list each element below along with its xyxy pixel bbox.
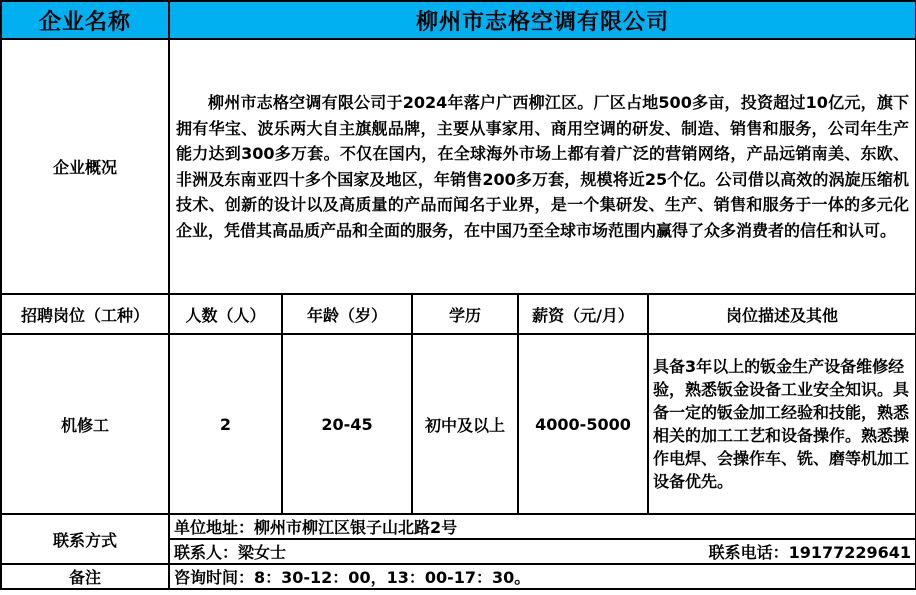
job-salary: 4000-5000 [518,334,648,514]
overview-text: 柳州市志格空调有限公司于2024年落户广西柳江区。厂区占地500多亩，投资超过10亿元，旗下拥有华宝、波乐两大自主旗舰品牌，主要从事家用、商用空调的研发、制造、销售和服务，公司年生产能力达到300多万套。不仅在国内，在全球海外市场上都有着广泛的营销网络，产品远销南美、东欧、非洲及东南亚四十多个国家及地区，年销售200多万套，规模将近25个亿。公司借以高效的涡旋压缩机技术、创新的设计以及高质量的产品而闻名于业界，是一个集研发、生产、销售和服务于一体的多元化企业，凭借其高品质产品和全面的服务，在中国乃至全球市场范围内赢得了众多消费者的信任和认可。 [169,39,916,294]
col-salary: 薪资（元/月） [518,294,648,334]
contact-address-row [1,514,916,539]
job-count: 2 [169,334,282,514]
column-header-row [1,294,916,334]
col-education: 学历 [412,294,518,334]
overview-label: 企业概况 [1,39,169,294]
company-name-label: 企业名称 [1,1,169,39]
consult-hours: 咨询时间：8：30-12：00，13：00-17：30。 [169,564,916,589]
col-age: 年龄（岁） [282,294,412,334]
job-age: 20-45 [282,334,412,514]
notes-row [1,564,916,589]
job-row [1,334,916,514]
header-row [1,1,916,39]
contact-phone: 联系电话：19177229641 [708,543,912,562]
contact-label: 联系方式 [1,514,169,564]
contact-person: 联系人：梁女士 [174,543,287,562]
contact-address: 单位地址：柳州市柳江区银子山北路2号 [169,514,916,539]
company-name: 柳州市志格空调有限公司 [169,1,916,39]
col-count: 人数（人） [169,294,282,334]
job-education: 初中及以上 [412,334,518,514]
col-description: 岗位描述及其他 [648,294,916,334]
col-position: 招聘岗位（工种） [1,294,169,334]
notes-label: 备注 [1,564,169,589]
job-description: 具备3年以上的钣金生产设备维修经验，熟悉钣金设备工业安全知识。具备一定的钣金加工经验和技能，熟悉相关的加工工艺和设备操作。熟悉操作电焊、会操作车、铣、磨等机加工设备优先。 [648,334,916,514]
job-position: 机修工 [1,334,169,514]
overview-row [1,39,916,294]
